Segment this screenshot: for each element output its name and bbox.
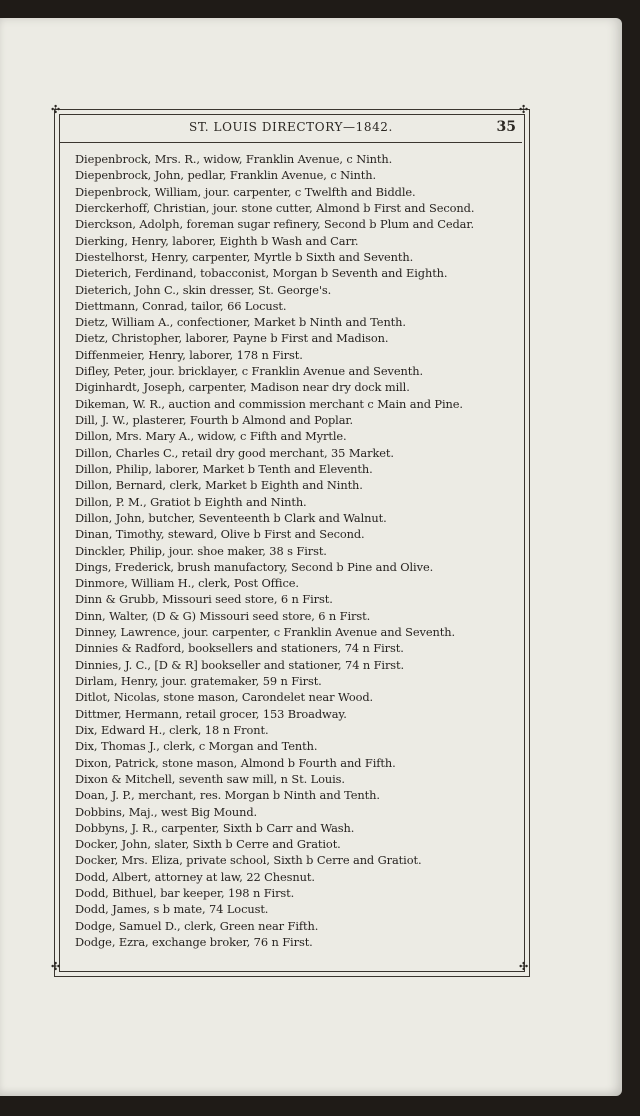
- directory-entry: Dinn & Grubb, Missouri seed store, 6 n First.: [75, 592, 333, 607]
- running-header: [60, 120, 522, 140]
- directory-entry: Diginhardt, Joseph, carpenter, Madison near dry dock mill.: [75, 380, 410, 395]
- directory-entry: Dill, J. W., plasterer, Fourth b Almond and Poplar.: [75, 413, 353, 427]
- directory-entry: Dodd, Albert, attorney at law, 22 Chesnut.: [75, 869, 315, 884]
- corner-ornament-top-right: ✣: [519, 103, 529, 116]
- directory-entry: Dixon & Mitchell, seventh saw mill, n St. Louis.: [75, 771, 345, 786]
- corner-ornament-bottom-left: ✣: [51, 960, 61, 973]
- directory-entry: Dinnies & Radford, booksellers and stationers, 74 n First.: [75, 641, 404, 656]
- directory-entry: Dinan, Timothy, steward, Olive b First and Second.: [75, 527, 365, 542]
- directory-entry: Dodge, Samuel D., clerk, Green near Fifth.: [75, 918, 319, 933]
- directory-entry: Dinnies, J. C., [D & R] bookseller and stationer, 74 n First.: [75, 657, 405, 672]
- page-number: 35: [496, 119, 516, 135]
- directory-entry: Dillon, P. M., Gratiot b Eighth and Ninth.: [75, 494, 307, 509]
- directory-entry: Dillon, Bernard, clerk, Market b Eighth and Ninth.: [75, 478, 363, 493]
- directory-entries: [75, 151, 505, 950]
- directory-entry: Dinmore, William H., clerk, Post Office.: [75, 576, 299, 591]
- directory-entry: Dodd, James, s b mate, 74 Locust.: [75, 902, 269, 917]
- directory-entry: Diettmann, Conrad, tailor, 66 Locust.: [75, 298, 287, 313]
- header-title: ST. LOUIS DIRECTORY—1842.: [189, 120, 393, 134]
- directory-entry: Dieterich, Ferdinand, tobacconist, Morgan b Seventh and Eighth.: [75, 266, 448, 281]
- directory-entry: Dierckerhoff, Christian, jour. stone cutter, Almond b First and Second.: [75, 200, 475, 215]
- directory-entry: Dillon, Mrs. Mary A., widow, c Fifth and Myrtle.: [75, 429, 347, 444]
- directory-entry: Dillon, Charles C., retail dry good merchant, 35 Market.: [75, 445, 394, 460]
- directory-entry: Dobbins, Maj., west Big Mound.: [75, 804, 258, 819]
- corner-ornament-bottom-right: ✣: [519, 960, 529, 973]
- directory-entry: Docker, John, slater, Sixth b Cerre and Gratiot.: [75, 837, 341, 852]
- directory-entry: Dietz, William A., confectioner, Market b Ninth and Tenth.: [75, 315, 406, 330]
- directory-entry: Doan, J. P., merchant, res. Morgan b Ninth and Tenth.: [75, 788, 380, 803]
- directory-entry: Diepenbrock, William, jour. carpenter, c Twelfth and Biddle.: [75, 184, 416, 199]
- directory-entry: Difley, Peter, jour. bricklayer, c Franklin Avenue and Seventh.: [75, 364, 423, 379]
- directory-entry: Dittmer, Hermann, retail grocer, 153 Broadway.: [75, 706, 347, 721]
- directory-entry: Dirlam, Henry, jour. gratemaker, 59 n First.: [75, 674, 322, 688]
- header-rule: [60, 142, 522, 143]
- directory-entry: Diepenbrock, John, pedlar, Franklin Avenue, c Ninth.: [75, 168, 377, 183]
- directory-entry: Dinckler, Philip, jour. shoe maker, 38 s First.: [75, 543, 327, 558]
- directory-entry: Diepenbrock, Mrs. R., widow, Franklin Avenue, c Ninth.: [75, 152, 393, 166]
- directory-entry: Dinn, Walter, (D & G) Missouri seed store, 6 n First.: [75, 608, 371, 623]
- directory-entry: Dierking, Henry, laborer, Eighth b Wash and Carr.: [75, 233, 359, 248]
- directory-entry: Dobbyns, J. R., carpenter, Sixth b Carr and Wash.: [75, 820, 355, 835]
- directory-entry: Docker, Mrs. Eliza, private school, Sixth b Cerre and Gratiot.: [75, 853, 422, 868]
- directory-entry: Dixon, Patrick, stone mason, Almond b Fourth and Fifth.: [75, 755, 396, 770]
- directory-entry: Dix, Thomas J., clerk, c Morgan and Tenth.: [75, 739, 318, 754]
- directory-entry: Ditlot, Nicolas, stone mason, Carondelet near Wood.: [75, 690, 374, 705]
- directory-entry: Diestelhorst, Henry, carpenter, Myrtle b Sixth and Seventh.: [75, 249, 414, 264]
- directory-entry: Dietz, Christopher, laborer, Payne b First and Madison.: [75, 331, 389, 346]
- directory-entry: Dinney, Lawrence, jour. carpenter, c Franklin Avenue and Seventh.: [75, 625, 455, 640]
- directory-entry: Dix, Edward H., clerk, 18 n Front.: [75, 722, 269, 737]
- corner-ornament-top-left: ✣: [51, 103, 61, 116]
- directory-entry: Dikeman, W. R., auction and commission merchant c Main and Pine.: [75, 396, 463, 411]
- directory-entry: Diffenmeier, Henry, laborer, 178 n First.: [75, 347, 303, 362]
- directory-entry: Dieterich, John C., skin dresser, St. George's.: [75, 282, 332, 297]
- directory-entry: Dillon, John, butcher, Seventeenth b Clark and Walnut.: [75, 510, 387, 525]
- directory-entry: Dings, Frederick, brush manufactory, Second b Pine and Olive.: [75, 559, 434, 574]
- directory-entry: Dodd, Bithuel, bar keeper, 198 n First.: [75, 886, 295, 901]
- directory-entry: Dodge, Ezra, exchange broker, 76 n First.: [75, 935, 313, 949]
- directory-entry: Dillon, Philip, laborer, Market b Tenth and Eleventh.: [75, 461, 373, 476]
- directory-entry: Dierckson, Adolph, foreman sugar refinery, Second b Plum and Cedar.: [75, 217, 474, 232]
